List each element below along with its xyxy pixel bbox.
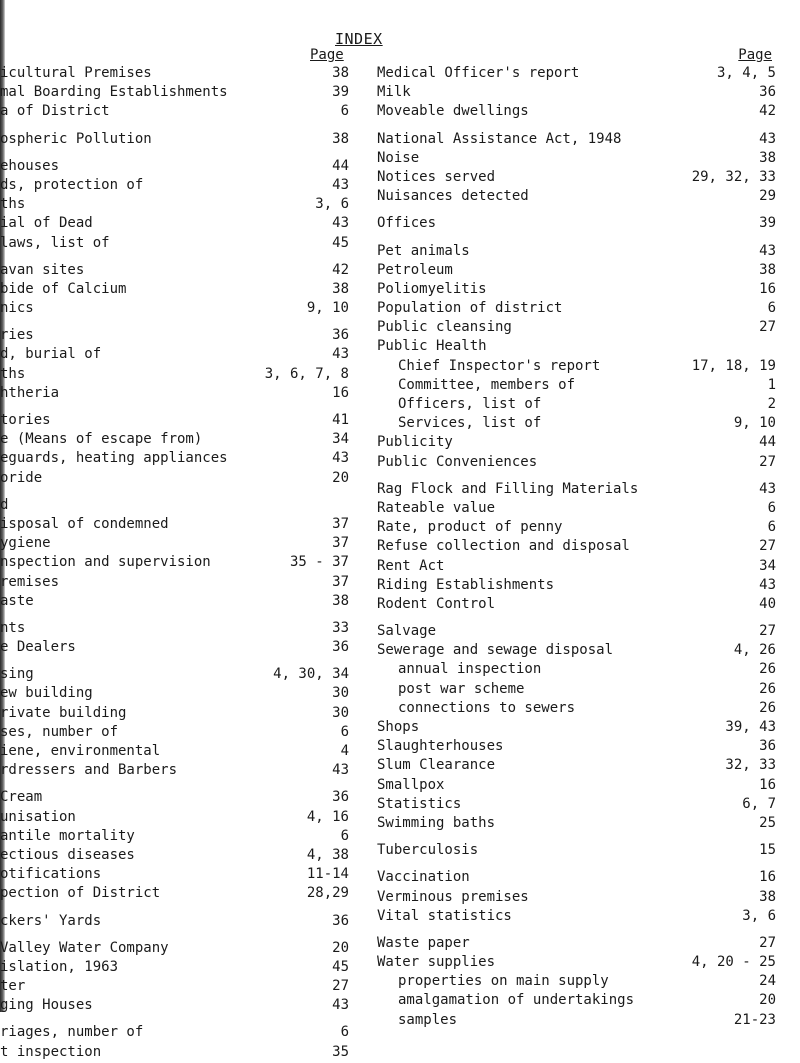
index-entry-page: 38 xyxy=(759,261,776,278)
index-entry xyxy=(361,869,798,888)
index-entry-page: 36 xyxy=(759,84,776,101)
index-entry xyxy=(0,593,355,612)
index-entry xyxy=(361,1012,798,1031)
index-entry-label: iene, environmental xyxy=(0,743,161,759)
index-entry xyxy=(361,908,798,927)
index-entry xyxy=(0,235,355,254)
index-entry xyxy=(0,762,355,781)
index-entry-page: 20 xyxy=(332,939,349,956)
index-entry-label: e Dealers xyxy=(0,639,76,656)
index-entry-label: Refuse collection and disposal xyxy=(377,538,630,555)
index-entry-page: 26 xyxy=(759,661,776,678)
index-entry xyxy=(0,847,355,866)
index-entry xyxy=(0,346,355,365)
index-entry-page: 4, 20 - 25 xyxy=(691,954,776,971)
index-entry xyxy=(0,103,355,122)
index-entry xyxy=(361,454,798,473)
index-entry-page: 34 xyxy=(759,557,776,574)
index-entry-label: Committee, members of xyxy=(398,376,576,393)
index-entry-page: 41 xyxy=(332,412,349,428)
index-entry-page: 43 xyxy=(332,215,349,232)
index-entry-page: 42 xyxy=(759,103,776,120)
index-entry-label: ckers' Yards xyxy=(0,912,102,929)
index-entry-label: Public Health xyxy=(377,338,487,355)
index-entry-page: 33 xyxy=(332,619,349,636)
right-index-column xyxy=(361,65,798,1031)
index-entry-label: Nuisances detected xyxy=(377,188,529,205)
index-entry-page: 44 xyxy=(759,434,776,451)
index-entry-page: 30 xyxy=(332,685,349,702)
index-entry-page: 38 xyxy=(332,130,349,147)
index-entry xyxy=(361,954,798,973)
index-entry-page: 16 xyxy=(759,280,776,297)
index-entry-label: nts xyxy=(0,619,26,636)
index-entry-label: ths xyxy=(0,196,26,213)
index-entry xyxy=(361,358,798,377)
index-entry-label: post war scheme xyxy=(398,680,525,697)
index-entry xyxy=(361,519,798,538)
index-entry xyxy=(0,516,355,535)
index-entry xyxy=(361,103,798,122)
index-entry-page: 6, 7 xyxy=(742,795,776,812)
index-entry-page: 40 xyxy=(759,595,776,612)
index-entry-label: Swimming baths xyxy=(377,814,496,831)
index-entry-label: Waste paper xyxy=(377,934,470,951)
index-entry-page: 27 xyxy=(759,623,776,640)
index-entry-page: 3, 6 xyxy=(315,196,349,213)
index-entry-page: 29, 32, 33 xyxy=(691,168,776,185)
index-entry xyxy=(361,131,798,150)
index-entry-page: 24 xyxy=(759,973,776,990)
index-entry-page: 16 xyxy=(759,776,776,793)
index-entry xyxy=(361,796,798,815)
index-entry-page: 36 xyxy=(759,738,776,755)
index-entry-label: Valley Water Company xyxy=(0,939,169,956)
index-entry xyxy=(361,842,798,861)
index-entry-page: 45 xyxy=(332,234,349,251)
index-entry-label: pection of District xyxy=(0,885,161,902)
index-entry-label: Statistics xyxy=(377,795,462,812)
index-entry-label: icultural Premises xyxy=(0,65,152,81)
index-entry-page: 4, 26 xyxy=(733,642,776,659)
index-entry-label: oride xyxy=(0,469,43,486)
index-entry-label: Rodent Control xyxy=(377,595,496,612)
index-entry-page: 11-14 xyxy=(306,866,349,883)
index-entry-label: Vital statistics xyxy=(377,907,512,924)
index-entry-label: Water supplies xyxy=(377,954,496,971)
index-entry-label: otifications xyxy=(0,866,102,883)
index-entry-page: 43 xyxy=(332,997,349,1014)
index-entry-label: Poliomyelitis xyxy=(377,280,487,297)
index-entry-label: Shops xyxy=(377,719,420,735)
index-entry xyxy=(361,681,798,700)
index-entry xyxy=(361,738,798,757)
index-entry-label: Population of district xyxy=(377,300,563,317)
index-entry-label: ths xyxy=(0,365,26,382)
index-entry-label: a of District xyxy=(0,103,110,120)
index-entry-label: ial of Dead xyxy=(0,215,93,232)
index-entry-page: 36 xyxy=(332,789,349,806)
index-entry-page: 3, 4, 5 xyxy=(716,65,776,81)
index-entry-label: antile mortality xyxy=(0,827,135,844)
index-entry xyxy=(0,412,355,431)
index-entry xyxy=(0,743,355,762)
right-page-column-label: Page xyxy=(738,47,772,63)
index-entry xyxy=(0,1024,355,1043)
index-entry-page: 38 xyxy=(332,65,349,81)
index-entry-page: 26 xyxy=(759,699,776,716)
index-entry xyxy=(361,596,798,615)
index-entry xyxy=(361,973,798,992)
index-entry xyxy=(0,385,355,404)
index-entry xyxy=(361,558,798,577)
index-entry xyxy=(361,396,798,415)
index-entry xyxy=(0,885,355,904)
index-entry-label: ging Houses xyxy=(0,997,93,1014)
index-entry-page: 38 xyxy=(332,592,349,609)
index-entry-page: 39 xyxy=(332,84,349,101)
index-entry-label: connections to sewers xyxy=(398,699,576,716)
index-entry-label: Rent Act xyxy=(377,557,445,574)
index-entry xyxy=(361,757,798,776)
index-entry-label: samples xyxy=(398,1011,458,1028)
index-entry-page: 35 - 37 xyxy=(289,554,349,571)
index-entry-page: 6 xyxy=(340,827,349,844)
index-entry xyxy=(0,639,355,658)
index-entry xyxy=(0,789,355,808)
index-entry xyxy=(0,705,355,724)
index-entry-label: sing xyxy=(0,666,34,683)
index-entry xyxy=(361,642,798,661)
index-entry-page: 25 xyxy=(759,814,776,831)
index-entry-page: 6 xyxy=(767,499,776,516)
index-entry-label: d xyxy=(0,496,9,513)
index-entry xyxy=(361,700,798,719)
left-index-column xyxy=(0,65,355,1063)
index-entry-label: bide of Calcium xyxy=(0,280,127,297)
index-entry-label: ries xyxy=(0,327,34,344)
index-entry-page: 43 xyxy=(759,242,776,259)
index-entry-label: rivate building xyxy=(0,704,127,721)
index-entry xyxy=(0,65,355,84)
index-entry-label: laws, list of xyxy=(0,234,110,251)
index-entry-label: Vaccination xyxy=(377,869,470,886)
index-entry-page: 36 xyxy=(332,912,349,929)
index-entry-page: 34 xyxy=(332,431,349,448)
index-entry-page: 43 xyxy=(759,480,776,497)
index-entry-page: 26 xyxy=(759,680,776,697)
index-entry-page: 3, 6, 7, 8 xyxy=(264,365,349,382)
index-entry-page: 38 xyxy=(332,280,349,297)
index-entry-page: 27 xyxy=(759,319,776,336)
index-entry-page: 4 xyxy=(340,743,349,759)
index-entry-page: 9, 10 xyxy=(306,300,349,317)
index-entry-page: 42 xyxy=(332,261,349,278)
index-entry xyxy=(0,300,355,319)
index-entry-label: aste xyxy=(0,592,34,609)
index-entry xyxy=(0,535,355,554)
index-entry-label: t inspection xyxy=(0,1043,102,1060)
index-entry xyxy=(0,554,355,573)
index-entry-label: rdressers and Barbers xyxy=(0,762,178,779)
index-entry-page: 21-23 xyxy=(733,1011,776,1028)
index-entry xyxy=(361,65,798,84)
index-entry-page: 43 xyxy=(759,576,776,593)
index-entry xyxy=(361,992,798,1011)
index-entry-label: Medical Officer's report xyxy=(377,65,580,81)
index-entry-label: ds, protection of xyxy=(0,176,144,193)
index-entry xyxy=(361,777,798,796)
index-entry-label: isposal of condemned xyxy=(0,515,169,532)
index-entry xyxy=(361,719,798,738)
index-entry-label: Services, list of xyxy=(398,415,542,432)
index-entry-label: Publicity xyxy=(377,434,453,451)
index-entry-page: 43 xyxy=(332,346,349,363)
index-entry-page: 6 xyxy=(767,519,776,536)
index-entry-label: Officers, list of xyxy=(398,396,542,412)
index-entry-label: unisation xyxy=(0,808,76,825)
index-entry xyxy=(0,366,355,385)
index-entry xyxy=(361,935,798,954)
index-entry-page: 6 xyxy=(340,723,349,740)
index-entry-label: properties on main supply xyxy=(398,973,609,990)
index-entry-label: htheria xyxy=(0,384,60,401)
index-entry-label: Notices served xyxy=(377,168,496,185)
index-entry-page: 20 xyxy=(332,469,349,486)
index-entry-label: ses, number of xyxy=(0,723,119,740)
index-entry-page: 15 xyxy=(759,842,776,859)
index-entry-label: Public Conveniences xyxy=(377,453,538,470)
index-entry xyxy=(361,815,798,834)
index-entry-page: 38 xyxy=(759,888,776,905)
index-entry xyxy=(0,574,355,593)
index-entry-label: Rateable value xyxy=(377,499,496,516)
index-entry-page: 6 xyxy=(340,1024,349,1041)
index-entry-label: Slaughterhouses xyxy=(377,738,504,755)
index-entry-label: Noise xyxy=(377,149,420,166)
index-entry-page: 27 xyxy=(759,538,776,555)
index-entry-page: 1 xyxy=(767,376,776,393)
index-entry-label: Rate, product of penny xyxy=(377,519,563,536)
index-entry-page: 36 xyxy=(332,639,349,656)
index-entry-page: 3, 6 xyxy=(742,907,776,924)
index-entry-page: 2 xyxy=(767,396,776,412)
index-entry-label: Milk xyxy=(377,84,411,101)
index-entry-label: Riding Establishments xyxy=(377,576,555,593)
index-entry-label: Offices xyxy=(377,215,437,232)
index-entry-label: Pet animals xyxy=(377,242,470,259)
index-entry-label: riages, number of xyxy=(0,1024,144,1041)
index-entry-label: Cream xyxy=(0,789,43,806)
index-entry-page: 6 xyxy=(340,103,349,120)
index-entry-page: 32, 33 xyxy=(725,757,776,774)
index-entry xyxy=(0,685,355,704)
index-entry xyxy=(0,497,355,516)
index-entry xyxy=(361,623,798,642)
index-entry-label: Salvage xyxy=(377,623,437,640)
index-entry-label: Sewerage and sewage disposal xyxy=(377,642,614,659)
index-entry-page: 28,29 xyxy=(306,885,349,902)
index-entry xyxy=(361,481,798,500)
index-entry-label: Rag Flock and Filling Materials xyxy=(377,480,639,497)
index-entry xyxy=(0,262,355,281)
index-entry xyxy=(361,84,798,103)
index-entry-label: e (Means of escape from) xyxy=(0,431,203,448)
index-entry xyxy=(361,338,798,357)
index-entry xyxy=(361,415,798,434)
index-entry-label: nics xyxy=(0,300,34,317)
index-entry xyxy=(0,281,355,300)
index-entry-label: annual inspection xyxy=(398,661,542,678)
index-entry xyxy=(361,281,798,300)
index-entry-page: 39 xyxy=(759,215,776,232)
index-entry-page: 4, 30, 34 xyxy=(273,666,349,683)
index-entry xyxy=(361,661,798,680)
index-entry xyxy=(361,434,798,453)
index-entry-label: Tuberculosis xyxy=(377,842,479,859)
index-title: INDEX xyxy=(335,30,383,48)
index-entry xyxy=(0,940,355,959)
index-entry-label: nspection and supervision xyxy=(0,554,211,571)
index-entry xyxy=(0,809,355,828)
index-entry-label: ew building xyxy=(0,685,93,702)
index-entry-label: amalgamation of undertakings xyxy=(398,992,635,1009)
index-entry-page: 29 xyxy=(759,188,776,205)
index-entry xyxy=(361,262,798,281)
index-entry xyxy=(361,577,798,596)
index-entry-label: National Assistance Act, 1948 xyxy=(377,130,622,147)
index-entry xyxy=(0,196,355,215)
index-entry-page: 37 xyxy=(332,535,349,552)
index-entry-label: Moveable dwellings xyxy=(377,103,529,120)
index-entry xyxy=(361,243,798,262)
index-entry-label: Slum Clearance xyxy=(377,757,496,774)
index-entry xyxy=(361,377,798,396)
index-entry-label: avan sites xyxy=(0,261,85,278)
index-entry-page: 45 xyxy=(332,958,349,975)
index-entry xyxy=(0,131,355,150)
index-entry-page: 43 xyxy=(759,130,776,147)
left-page-column-label: Page xyxy=(310,47,344,63)
index-entry-page: 44 xyxy=(332,157,349,174)
index-entry xyxy=(0,431,355,450)
index-entry xyxy=(0,1044,355,1063)
index-entry-page: 43 xyxy=(332,762,349,779)
index-entry-page: 27 xyxy=(332,978,349,995)
index-entry-label: eguards, heating appliances xyxy=(0,450,228,467)
index-entry-page: 16 xyxy=(332,384,349,401)
index-entry-page: 30 xyxy=(332,704,349,721)
index-entry xyxy=(0,470,355,489)
index-entry-page: 17, 18, 19 xyxy=(691,357,776,374)
index-entry xyxy=(0,866,355,885)
index-entry-page: 43 xyxy=(332,176,349,193)
index-entry-label: Public cleansing xyxy=(377,319,512,336)
index-entry xyxy=(361,300,798,319)
index-entry-label: d, burial of xyxy=(0,346,102,363)
index-entry xyxy=(0,913,355,932)
index-entry-label: islation, 1963 xyxy=(0,958,119,975)
index-entry xyxy=(0,724,355,743)
index-entry xyxy=(0,215,355,234)
index-entry-page: 27 xyxy=(759,934,776,951)
index-entry xyxy=(361,215,798,234)
index-entry xyxy=(0,327,355,346)
index-entry xyxy=(0,620,355,639)
index-entry xyxy=(361,538,798,557)
index-entry-page: 4, 38 xyxy=(306,846,349,863)
index-entry xyxy=(361,169,798,188)
index-entry xyxy=(361,319,798,338)
index-entry-label: mal Boarding Establishments xyxy=(0,84,228,101)
index-entry-label: Verminous premises xyxy=(377,888,529,905)
index-entry-label: Petroleum xyxy=(377,261,453,278)
index-entry-page: 36 xyxy=(332,327,349,344)
index-entry xyxy=(0,450,355,469)
index-entry xyxy=(361,889,798,908)
index-entry xyxy=(0,177,355,196)
index-entry xyxy=(0,828,355,847)
index-entry xyxy=(0,978,355,997)
index-entry xyxy=(361,150,798,169)
index-entry-label: tories xyxy=(0,412,51,428)
index-entry-label: ectious diseases xyxy=(0,846,135,863)
index-entry xyxy=(0,997,355,1016)
index-entry-label: Chief Inspector's report xyxy=(398,357,601,374)
index-entry-page: 39, 43 xyxy=(725,719,776,735)
index-entry-page: 4, 16 xyxy=(306,808,349,825)
index-entry-label: ter xyxy=(0,978,26,995)
index-entry-page: 6 xyxy=(767,300,776,317)
index-entry-page: 38 xyxy=(759,149,776,166)
index-entry xyxy=(0,959,355,978)
index-entry xyxy=(0,158,355,177)
index-entry-page: 37 xyxy=(332,515,349,532)
index-entry-page: 27 xyxy=(759,453,776,470)
index-entry xyxy=(0,666,355,685)
index-entry-page: 16 xyxy=(759,869,776,886)
index-entry-page: 43 xyxy=(332,450,349,467)
index-entry-label: ygiene xyxy=(0,535,51,552)
index-entry-label: ehouses xyxy=(0,157,60,174)
index-entry-page: 20 xyxy=(759,992,776,1009)
index-entry xyxy=(0,84,355,103)
index-entry-page: 9, 10 xyxy=(733,415,776,432)
index-entry xyxy=(361,188,798,207)
index-entry-page: 37 xyxy=(332,573,349,590)
index-entry-label: ospheric Pollution xyxy=(0,130,152,147)
index-entry-page: 35 xyxy=(332,1043,349,1060)
index-entry-label: Smallpox xyxy=(377,776,445,793)
index-entry xyxy=(361,500,798,519)
index-entry-label: remises xyxy=(0,573,60,590)
